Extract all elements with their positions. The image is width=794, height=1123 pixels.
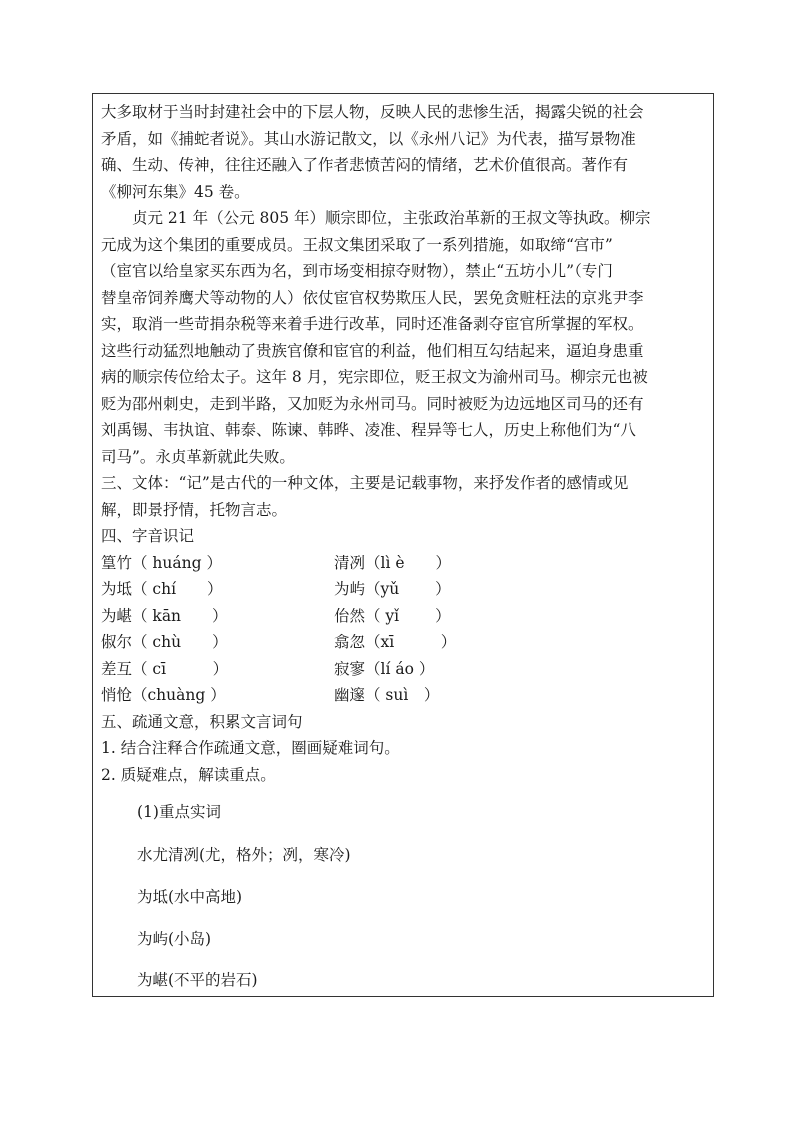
text-line: 贞元 21 年（公元 805 年）顺宗即位，主张政治革新的王叔文等执政。柳宗 [101, 209, 651, 227]
text-line: 司马”。永贞革新就此失败。 [101, 447, 295, 466]
key-words-heading: (1)重点实词 [137, 803, 221, 821]
pinyin-entry: 寂寥（lí áo ） [334, 659, 435, 678]
pinyin-entry: 篁竹（ huáng ） [101, 553, 222, 572]
text-line: 病的顺宗传位给太子。这年 8 月，宪宗即位，贬王叔文为渝州司马。柳宗元也被 [101, 368, 648, 386]
document-body [101, 99, 709, 788]
key-word-item: 为坻(水中高地) [137, 888, 243, 906]
pinyin-entry: 为屿（yǔ ） [334, 580, 451, 598]
pinyin-row [101, 629, 709, 656]
text-line: 三、文体：“记”是古代的一种文体，主要是记载事物，来抒发作者的感情或见 [101, 474, 629, 492]
section-genre [101, 470, 709, 523]
text-line: 替皇帝饲养鹰犬等动物的人）依仗宦官权势欺压人民，罢免贪赃枉法的京兆尹李 [101, 288, 644, 307]
paragraph-author-works [101, 99, 709, 205]
text-line: 确、生动、传神，往往还融入了作者悲愤苦闷的情绪，艺术价值很高。著作有 [101, 156, 629, 174]
text-line: 实，取消一些苛捐杂税等来着手进行改革，同时还准备剥夺宦官所掌握的军权。 [101, 315, 644, 333]
text-line: 《柳河东集》45 卷。 [101, 182, 250, 201]
pinyin-entry: 清冽（lì è ） [334, 553, 452, 572]
text-line: （宦官以给皇家买东西为名，到市场变相掠夺财物），禁止“五坊小儿”（专门 [101, 262, 613, 280]
list-item: 1. 结合注释合作疏通文意，圈画疑难词句。 [101, 739, 400, 757]
text-line: 刘禹锡、韦执谊、韩泰、陈谏、韩晔、凌准、程异等七人，历史上称他们为“八 [101, 421, 636, 439]
text-line: 元成为这个集团的重要成员。王叔文集团采取了一系列措施，如取缔“宫市” [101, 235, 613, 254]
pinyin-entry: 俶尔（ chù ） [101, 633, 228, 651]
pinyin-row [101, 576, 709, 603]
key-word-item: 为屿(小岛) [137, 930, 212, 948]
text-line: 这些行动猛烈地触动了贵族官僚和宦官的利益，他们相互勾结起来，逼迫身患重 [101, 341, 644, 360]
section-heading-reading: 五、疏通文意，积累文言词句 [101, 712, 303, 731]
key-word-item: 为嵁(不平的岩石) [137, 971, 258, 989]
pinyin-entry: 为坻（ chí ） [101, 580, 223, 598]
key-word-item: 水尤清冽(尤，格外；冽，寒冷) [137, 846, 351, 864]
pinyin-table [101, 550, 709, 709]
pinyin-entry: 佁然（ yǐ ） [334, 606, 451, 625]
section-heading-pronunciation: 四、字音识记 [101, 527, 195, 545]
text-line: 大多取材于当时封建社会中的下层人物，反映人民的悲惨生活，揭露尖锐的社会 [101, 103, 644, 121]
pinyin-entry: 翕忽（xī ） [334, 633, 457, 651]
text-line: 贬为邵州刺史，走到半路，又加贬为永州司马。同时被贬为边远地区司马的还有 [101, 394, 644, 413]
pinyin-row [101, 550, 709, 577]
pinyin-entry: 悄怆（chuàng ） [101, 686, 226, 704]
text-line: 矛盾，如《捕蛇者说》。其山水游记散文，以《永州八记》为代表，描写景物准 [101, 129, 636, 148]
pinyin-row [101, 603, 709, 630]
pinyin-row [101, 682, 709, 709]
pinyin-entry: 差互（ cī ） [101, 659, 229, 678]
list-item: 2. 质疑难点，解读重点。 [101, 765, 276, 784]
pinyin-entry: 为嵁（ kān ） [101, 606, 228, 625]
pinyin-entry: 幽邃（ suì ） [334, 686, 440, 704]
text-line: 解，即景抒情，托物言志。 [101, 500, 288, 519]
paragraph-history [101, 205, 709, 470]
pinyin-row [101, 656, 709, 683]
